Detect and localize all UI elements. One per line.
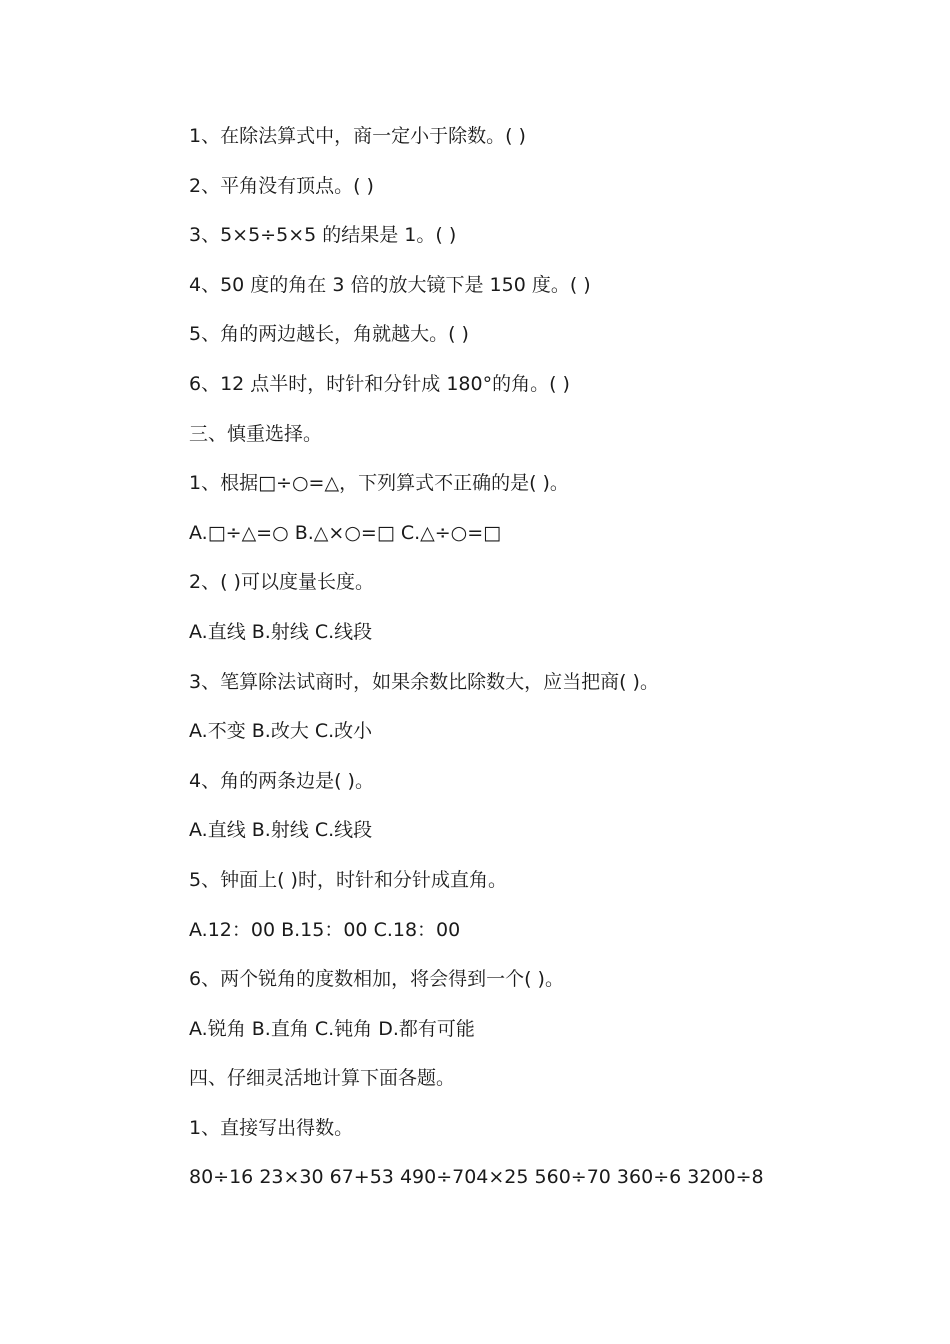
judgement-item-5: 5、角的两边越长，角就越大。( ) [189,323,469,346]
section-heading-calculation: 四、仔细灵活地计算下面各题。 [189,1067,456,1090]
choice-question-5: 5、钟面上( )时，时针和分针成直角。 [189,868,507,891]
choice-question-4: 4、角的两条边是( )。 [189,769,374,792]
choice-question-6: 6、两个锐角的度数相加，将会得到一个( )。 [189,968,564,991]
calculation-subheading: 1、直接写出得数。 [189,1116,354,1139]
judgement-item-6: 6、12 点半时，时针和分针成 180°的角。( ) [189,372,570,395]
choice-options-6: A.锐角 B.直角 C.钝角 D.都有可能 [189,1017,475,1040]
judgement-item-4: 4、50 度的角在 3 倍的放大镜下是 150 度。( ) [189,273,591,296]
choice-question-1: 1、根据□÷○=△，下列算式不正确的是( )。 [189,472,569,495]
choice-options-3: A.不变 B.改大 C.改小 [189,720,373,743]
choice-options-2: A.直线 B.射线 C.线段 [189,620,373,643]
choice-options-5: A.12：00 B.15：00 C.18：00 [189,918,461,941]
choice-options-4: A.直线 B.射线 C.线段 [189,819,373,842]
calculation-problems: 80÷16 23×30 67+53 490÷704×25 560÷70 360÷6 3200÷8 [189,1166,764,1189]
choice-question-3: 3、笔算除法试商时，如果余数比除数大，应当把商( )。 [189,670,659,693]
worksheet-body [189,113,909,1204]
judgement-item-3: 3、5×5÷5×5 的结果是 1。( ) [189,224,457,247]
choice-options-1: A.□÷△=○ B.△×○=□ C.△÷○=□ [189,521,502,544]
section-heading-choice: 三、慎重选择。 [189,422,323,445]
judgement-item-1: 1、在除法算式中，商一定小于除数。( ) [189,125,526,147]
choice-question-2: 2、( )可以度量长度。 [189,571,374,594]
judgement-item-2: 2、平角没有顶点。( ) [189,174,374,197]
